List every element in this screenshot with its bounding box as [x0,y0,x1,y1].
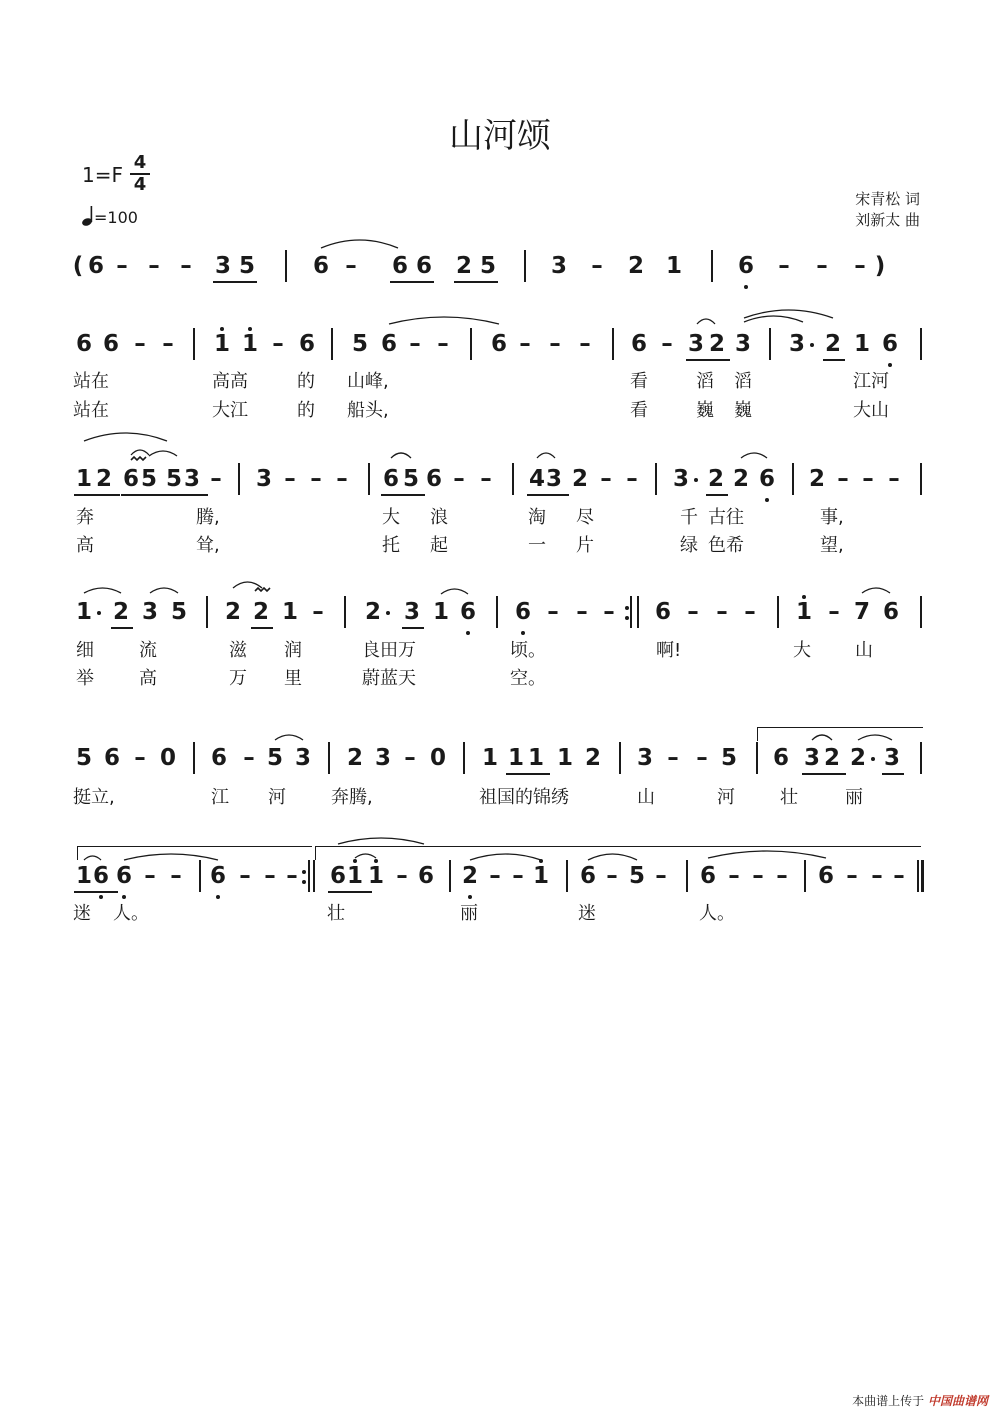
note: 3 [550,253,567,279]
note: 2 [461,863,478,889]
lyric-syllable: 山峰, [347,371,389,392]
note: – [854,253,866,279]
slur [131,450,149,455]
note: 1 [532,863,549,889]
note: – [239,863,251,889]
site-logo: 中国曲谱网 [927,1394,988,1408]
lyric-syllable: 河 [717,787,735,808]
note: 3 [636,745,653,771]
mordent-ornament [255,588,270,591]
lyric-syllable: 千 [680,507,698,528]
slur [124,854,218,860]
note: 2 [584,745,601,771]
note: 1 [281,599,298,625]
tempo-value: =100 [94,208,138,227]
note: 1 [432,599,449,625]
note: 1 [75,863,92,889]
note: 6 [881,331,898,357]
note: – [687,599,699,625]
note: 5 [402,466,419,492]
note: 1 [556,745,573,771]
note: 6 [391,253,408,279]
lyric-syllable: 的 [297,400,315,421]
note: 3 [403,599,420,625]
note: 5 [351,331,368,357]
note: 2 [708,331,725,357]
lyric-syllable: 人。 [113,903,149,924]
key-signature: 1=F [82,163,123,187]
note: 2 [823,745,840,771]
note: 1 [481,745,498,771]
note: – [437,331,449,357]
note: – [264,863,276,889]
lyric-syllable: 片 [576,535,594,556]
note: – [888,466,900,492]
note: 1 [507,745,524,771]
note: 5 [238,253,255,279]
lyric-syllable: 尽 [576,507,594,528]
note: 6 [329,863,346,889]
note: 3 [294,745,311,771]
note: 6 [380,331,397,357]
footer-text: 本曲谱上传于 [852,1394,925,1408]
note: 6 [115,863,132,889]
note: – [816,253,828,279]
note: – [626,466,638,492]
note: 2 [732,466,749,492]
lyric-syllable: 润 [284,640,302,661]
note: – [243,745,255,771]
lyric-syllable: 奔 [76,507,94,528]
note: 6 [699,863,716,889]
slur [588,854,637,860]
lyric-syllable: 高高 [212,371,248,392]
lyric-syllable: 江河 [853,371,889,392]
note: – [893,863,905,889]
note: 6 [102,331,119,357]
slur [858,735,892,740]
note: – [453,466,465,492]
note: 3 [672,466,689,492]
lyric-syllable: 迷 [578,903,596,924]
note: 2 [346,745,363,771]
note: 1 [241,331,258,357]
note: – [284,466,296,492]
slur [355,854,376,858]
note: 6 [415,253,432,279]
lyric-syllable: 壮 [780,787,798,808]
note: 6 [758,466,775,492]
lyric-syllable: 挺立, [73,787,115,808]
lyric-syllable: 举 [76,668,94,689]
lyric-syllable: 顷。 [510,640,546,661]
note: – [696,745,708,771]
note: 1 [367,863,384,889]
note: 5 [720,745,737,771]
lyric-syllable: 山 [855,640,873,661]
slur [84,856,101,860]
slur [744,316,803,322]
intro-close-paren: ) [874,253,886,279]
slur [84,588,121,593]
note: 2 [627,253,644,279]
note: 2 [824,331,841,357]
note: – [396,863,408,889]
lyric-syllable: 巍 [696,400,714,421]
note: – [286,863,298,889]
lyric-syllable: 大 [793,640,811,661]
note: – [606,863,618,889]
lyric-syllable: 站在 [73,400,109,421]
lyric-syllable: 事, [820,507,844,528]
note: – [776,863,788,889]
lyric-syllable: 祖国的锦绣 [479,787,569,808]
note: 0 [159,745,176,771]
note: 6 [75,331,92,357]
note: – [144,863,156,889]
note: 2 [707,466,724,492]
note: 6 [209,863,226,889]
lyric-syllable: 大山 [853,400,889,421]
note: 3 [214,253,231,279]
note: 3 [141,599,158,625]
footer [852,1392,988,1409]
note: 3 [687,331,704,357]
note: 1 [665,253,682,279]
note: 5 [75,745,92,771]
slur [275,735,303,740]
note: 2 [455,253,472,279]
slur [233,582,262,588]
note: – [312,599,324,625]
lyric-syllable: 江 [211,787,229,808]
lyric-syllable: 托 [382,535,400,556]
lyric-syllable: 站在 [73,371,109,392]
slur [150,588,178,593]
composer-credit: 刘新太 曲 [855,211,920,229]
lyric-syllable: 高 [139,668,157,689]
lyric-syllable: 古往 [708,507,744,528]
note: 2 [808,466,825,492]
lyric-syllable: 的 [297,371,315,392]
lyric-syllable: 耸, [196,535,220,556]
note: 6 [92,863,109,889]
page-title: 山河颂 [449,116,551,156]
note: 5 [266,745,283,771]
note: 6 [298,331,315,357]
note: 6 [87,253,104,279]
note: 5 [140,466,157,492]
slur [391,453,411,458]
note: – [728,863,740,889]
note: – [512,863,524,889]
note: 6 [882,599,899,625]
note: 1 [346,863,363,889]
lyric-syllable: 起 [430,535,448,556]
mordent-ornament [131,457,146,460]
note: – [778,253,790,279]
note: 1 [795,599,812,625]
note: 3 [734,331,751,357]
lyric-syllable: 看 [630,400,648,421]
note: 6 [817,863,834,889]
lyric-syllable: 船头, [347,400,389,421]
lyric-syllable: 滔 [734,371,752,392]
note: – [116,253,128,279]
note: – [655,863,667,889]
note: 0 [429,745,446,771]
slur [389,317,499,324]
slur [84,433,167,441]
note: 6 [654,599,671,625]
note: – [547,599,559,625]
lyric-syllable: 细 [76,640,94,661]
slur [744,310,833,318]
lyric-syllable: 奔腾, [331,787,373,808]
slur [862,588,890,593]
note: – [134,745,146,771]
note: 1 [75,599,92,625]
note: 5 [165,466,182,492]
note: – [180,253,192,279]
slur [812,735,832,740]
lyric-syllable: 丽 [460,903,478,924]
lyric-syllable: 一 [528,535,546,556]
note: – [519,331,531,357]
lyric-syllable: 河 [268,787,286,808]
note: – [489,863,501,889]
note: – [603,599,615,625]
note: 6 [382,466,399,492]
note: 6 [459,599,476,625]
note: – [148,253,160,279]
lyric-syllable: 丽 [845,787,863,808]
note: 6 [312,253,329,279]
note: – [336,466,348,492]
note: 6 [737,253,754,279]
note: – [480,466,492,492]
note: 2 [252,599,269,625]
note: 3 [883,745,900,771]
lyric-syllable: 滔 [696,371,714,392]
note: 2 [364,599,381,625]
lyric-syllable: 色希 [708,535,744,556]
note: – [272,331,284,357]
note: – [409,331,421,357]
note: – [600,466,612,492]
note: 6 [122,466,139,492]
note: – [162,331,174,357]
note: 3 [183,466,200,492]
note: 3 [545,466,562,492]
note: 6 [103,745,120,771]
note: 6 [417,863,434,889]
note: 6 [490,331,507,357]
slur [537,453,555,458]
lyric-syllable: 人。 [699,903,735,924]
note: 6 [425,466,442,492]
lyric-syllable: 迷 [73,903,91,924]
lyric-syllable: 万 [229,668,247,689]
note: – [828,599,840,625]
lyric-syllable: 腾, [196,507,220,528]
note: – [744,599,756,625]
lyric-syllable: 里 [284,668,302,689]
lyricist-credit: 宋青松 词 [855,190,920,208]
note: 2 [112,599,129,625]
slur [741,453,767,458]
note: 6 [579,863,596,889]
note: 1 [213,331,230,357]
note: 6 [514,599,531,625]
lyric-syllable: 浪 [430,507,448,528]
time-signature-top: 4 [133,152,147,173]
note: 5 [170,599,187,625]
note: – [846,863,858,889]
note: 1 [75,466,92,492]
time-signature-bottom: 4 [133,174,147,195]
note: 3 [255,466,272,492]
note: – [576,599,588,625]
note: – [661,331,673,357]
note: – [837,466,849,492]
slur [470,854,541,860]
note: – [404,745,416,771]
intro-open-paren: ( [72,253,84,279]
lyric-syllable: 绿 [680,535,698,556]
note: 1 [853,331,870,357]
note: – [210,466,222,492]
note: 6 [210,745,227,771]
note: – [134,331,146,357]
lyric-syllable: 滋 [229,640,247,661]
note: 6 [630,331,647,357]
note: 2 [95,466,112,492]
lyric-syllable: 啊! [656,640,682,661]
note: 6 [772,745,789,771]
note: 5 [628,863,645,889]
lyric-syllable: 看 [630,371,648,392]
note: 2 [849,745,866,771]
lyric-syllable: 蔚蓝天 [362,668,416,689]
note: 3 [803,745,820,771]
note: 3 [788,331,805,357]
note: – [667,745,679,771]
lyric-syllable: 良田万 [362,640,416,661]
lyric-syllable: 空。 [510,668,546,689]
slur [697,319,715,324]
note: – [752,863,764,889]
note: – [310,466,322,492]
note: – [170,863,182,889]
slur [338,838,424,844]
note: – [345,253,357,279]
lyric-syllable: 大江 [212,400,248,421]
note: – [871,863,883,889]
lyric-syllable: 壮 [327,903,345,924]
note: 7 [853,599,870,625]
lyric-syllable: 高 [76,535,94,556]
note: 2 [224,599,241,625]
lyric-syllable: 大 [382,507,400,528]
note: 3 [374,745,391,771]
slur [149,451,177,456]
slur [708,851,826,858]
note: – [591,253,603,279]
lyric-syllable: 山 [637,787,655,808]
note: 1 [527,745,544,771]
note: – [579,331,591,357]
lyric-syllable: 望, [820,535,844,556]
note: 4 [528,466,545,492]
lyric-syllable: 流 [139,640,157,661]
note: – [549,331,561,357]
lyric-syllable: 巍 [734,400,752,421]
note: – [716,599,728,625]
note: 5 [479,253,496,279]
slur [321,240,398,248]
slur [441,589,468,594]
lyric-syllable: 淘 [528,507,546,528]
note: – [862,466,874,492]
note: 2 [571,466,588,492]
